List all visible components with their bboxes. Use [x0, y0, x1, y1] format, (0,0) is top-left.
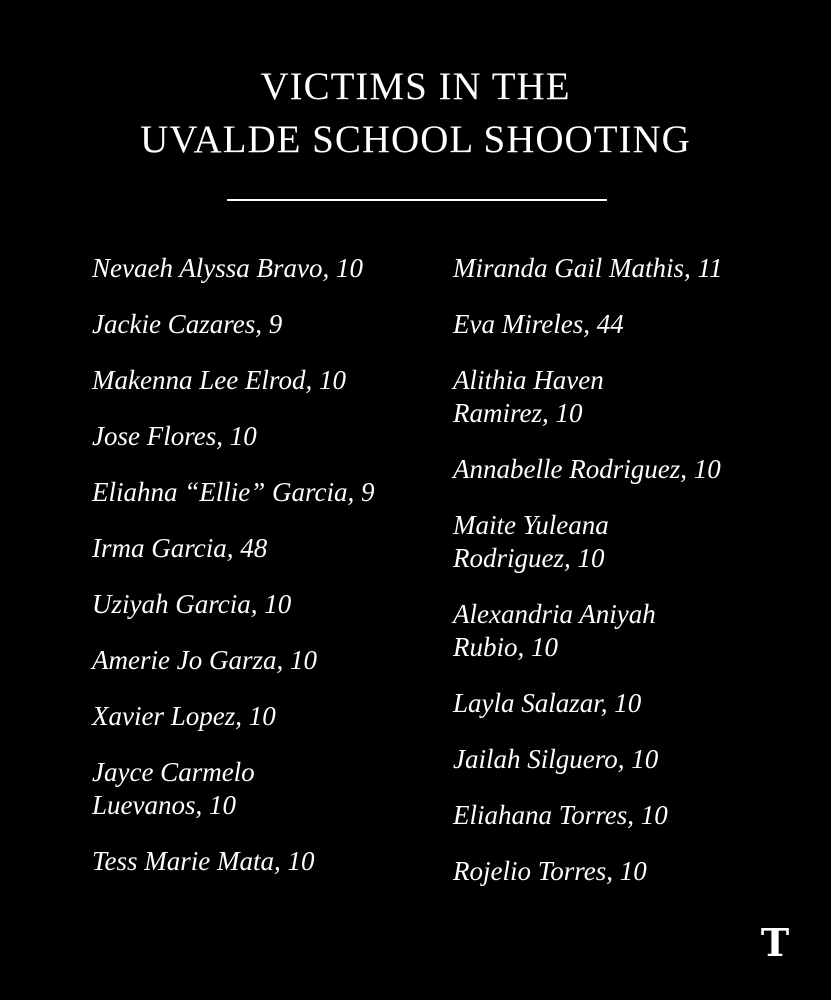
- victim-item: Amerie Jo Garza, 10: [92, 645, 317, 675]
- title-line-2: UVALDE SCHOOL SHOOTING: [140, 118, 691, 161]
- page-title: [0, 60, 831, 166]
- victim-item: Jose Flores, 10: [92, 421, 257, 451]
- victim-item: Irma Garcia, 48: [92, 533, 268, 563]
- victim-item: Alexandria Aniyah Rubio, 10: [453, 599, 656, 662]
- victim-item: Eliahna “Ellie” Garcia, 9: [92, 477, 375, 507]
- victim-item: Jackie Cazares, 9: [92, 309, 283, 339]
- nyt-logo-icon: T: [760, 920, 790, 965]
- victim-item: Eliahana Torres, 10: [453, 800, 668, 830]
- victim-item: Jayce Carmelo Luevanos, 10: [92, 757, 255, 820]
- victim-item: Jailah Silguero, 10: [453, 744, 659, 774]
- victims-list-right: [453, 252, 783, 911]
- victim-item: Uziyah Garcia, 10: [92, 589, 292, 619]
- victim-item: Rojelio Torres, 10: [453, 856, 647, 886]
- title-line-1: VICTIMS IN THE: [260, 65, 571, 108]
- title-divider: [227, 199, 607, 201]
- victim-item: Eva Mireles, 44: [453, 309, 624, 339]
- victim-item: Maite Yuleana Rodriguez, 10: [453, 510, 609, 573]
- victim-item: Makenna Lee Elrod, 10: [92, 365, 346, 395]
- victim-item: Xavier Lopez, 10: [92, 701, 276, 731]
- victim-item: Layla Salazar, 10: [453, 688, 642, 718]
- victim-item: Miranda Gail Mathis, 11: [453, 253, 723, 283]
- victim-item: Tess Marie Mata, 10: [92, 846, 315, 876]
- victim-item: Alithia Haven Ramirez, 10: [453, 365, 604, 428]
- victim-item: Nevaeh Alyssa Bravo, 10: [92, 253, 363, 283]
- victim-item: Annabelle Rodriguez, 10: [453, 454, 721, 484]
- victims-list-left: [92, 252, 412, 901]
